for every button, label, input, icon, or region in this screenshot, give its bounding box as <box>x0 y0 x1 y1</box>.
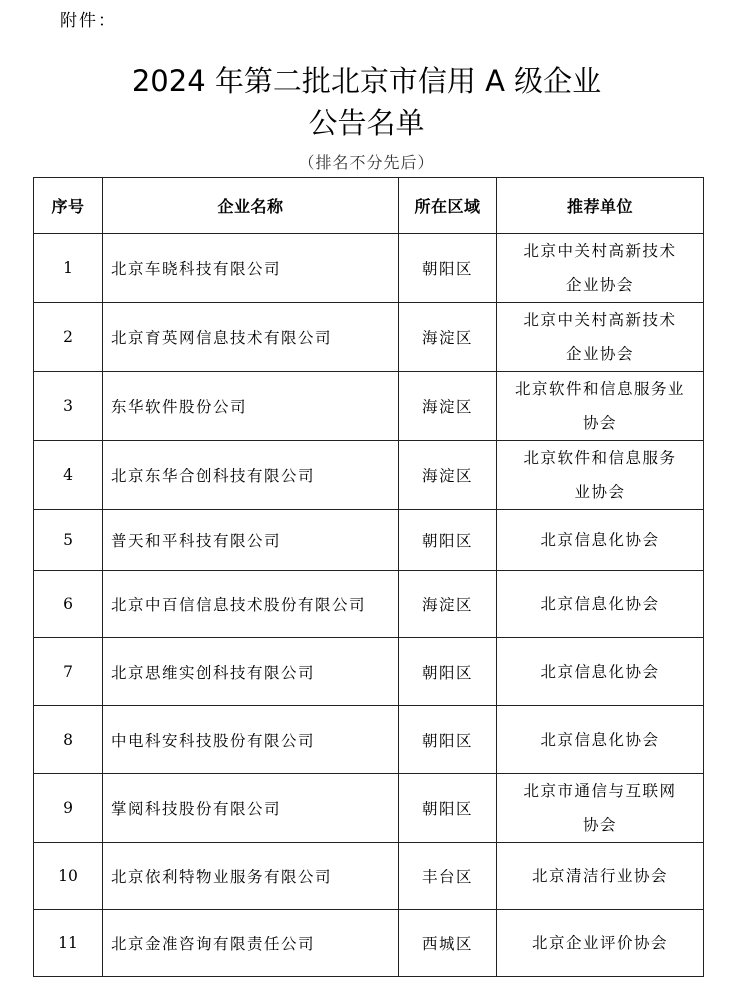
company-name: 普天和平科技有限公司 <box>103 510 399 571</box>
table-header-row <box>34 178 704 234</box>
table-row <box>34 510 704 571</box>
recommender-line: 北京信息化协会 <box>540 595 660 613</box>
header-district: 所在区域 <box>399 178 497 234</box>
district: 丰台区 <box>399 843 497 910</box>
company-name: 掌阅科技股份有限公司 <box>103 774 399 843</box>
company-name: 中电科安科技股份有限公司 <box>103 706 399 774</box>
recommender <box>497 303 704 372</box>
row-index: 1 <box>34 234 103 303</box>
document-subtitle: （排名不分先后） <box>298 153 435 172</box>
header-recommender: 推荐单位 <box>497 178 704 234</box>
recommender <box>497 706 704 774</box>
company-name: 北京东华合创科技有限公司 <box>103 441 399 510</box>
row-index: 3 <box>34 372 103 441</box>
row-index: 4 <box>34 441 103 510</box>
row-index: 9 <box>34 774 103 843</box>
recommender-line: 北京软件和信息服务 <box>523 449 677 467</box>
district: 朝阳区 <box>399 774 497 843</box>
table-row <box>34 303 704 372</box>
recommender-line: 北京信息化协会 <box>540 730 660 749</box>
district: 朝阳区 <box>399 234 497 303</box>
row-index: 5 <box>34 510 103 571</box>
company-name: 东华软件股份公司 <box>103 372 399 441</box>
company-name: 北京思维实创科技有限公司 <box>103 638 399 706</box>
recommender <box>497 372 704 441</box>
recommender-line: 北京清洁行业协会 <box>531 867 668 885</box>
row-index: 2 <box>34 303 103 372</box>
row-index: 8 <box>34 706 103 774</box>
district: 海淀区 <box>399 571 497 638</box>
recommender-line: 业协会 <box>574 483 626 501</box>
district: 海淀区 <box>399 441 497 510</box>
recommender <box>497 510 704 571</box>
recommender-line: 协会 <box>582 816 617 834</box>
table-row <box>34 441 704 510</box>
district: 海淀区 <box>399 303 497 372</box>
header-index: 序号 <box>34 178 103 234</box>
recommender-line: 企业协会 <box>565 345 634 363</box>
recommender-line: 企业协会 <box>565 276 634 294</box>
table-row <box>34 910 704 977</box>
table-body <box>34 234 704 977</box>
company-name: 北京依利特物业服务有限公司 <box>103 843 399 910</box>
district: 海淀区 <box>399 372 497 441</box>
table-row <box>34 571 704 638</box>
table-row <box>34 843 704 910</box>
recommender-line: 北京市通信与互联网 <box>523 782 677 800</box>
recommender <box>497 843 704 910</box>
table-row <box>34 372 704 441</box>
recommender-line: 北京软件和信息服务业 <box>514 380 685 398</box>
recommender <box>497 774 704 843</box>
recommender-line: 协会 <box>582 414 617 432</box>
table-row <box>34 706 704 774</box>
recommender <box>497 441 704 510</box>
recommender <box>497 234 704 303</box>
header-company-name: 企业名称 <box>103 178 399 234</box>
recommender <box>497 910 704 977</box>
recommender-line: 北京信息化协会 <box>540 662 660 681</box>
district: 西城区 <box>399 910 497 977</box>
company-name: 北京金准咨询有限责任公司 <box>103 910 399 977</box>
recommender-line: 北京信息化协会 <box>540 531 660 549</box>
recommender <box>497 638 704 706</box>
document-title-line2: 公告名单 <box>308 106 425 140</box>
company-name: 北京中百信信息技术股份有限公司 <box>103 571 399 638</box>
table-row <box>34 234 704 303</box>
table-row <box>34 774 704 843</box>
district: 朝阳区 <box>399 706 497 774</box>
recommender-line: 北京中关村高新技术 <box>523 311 677 329</box>
row-index: 7 <box>34 638 103 706</box>
row-index: 10 <box>34 843 103 910</box>
recommender <box>497 571 704 638</box>
row-index: 6 <box>34 571 103 638</box>
district: 朝阳区 <box>399 510 497 571</box>
company-name: 北京育英网信息技术有限公司 <box>103 303 399 372</box>
recommender-line: 北京企业评价协会 <box>531 934 668 952</box>
company-table <box>33 177 704 977</box>
table-row <box>34 638 704 706</box>
row-index: 11 <box>34 910 103 977</box>
recommender-line: 北京中关村高新技术 <box>523 242 677 260</box>
document-title: 2024 年第二批北京市信用 A 级企业 <box>131 64 602 98</box>
district: 朝阳区 <box>399 638 497 706</box>
company-name: 北京车晓科技有限公司 <box>103 234 399 303</box>
attachment-label: 附件： <box>60 11 117 31</box>
